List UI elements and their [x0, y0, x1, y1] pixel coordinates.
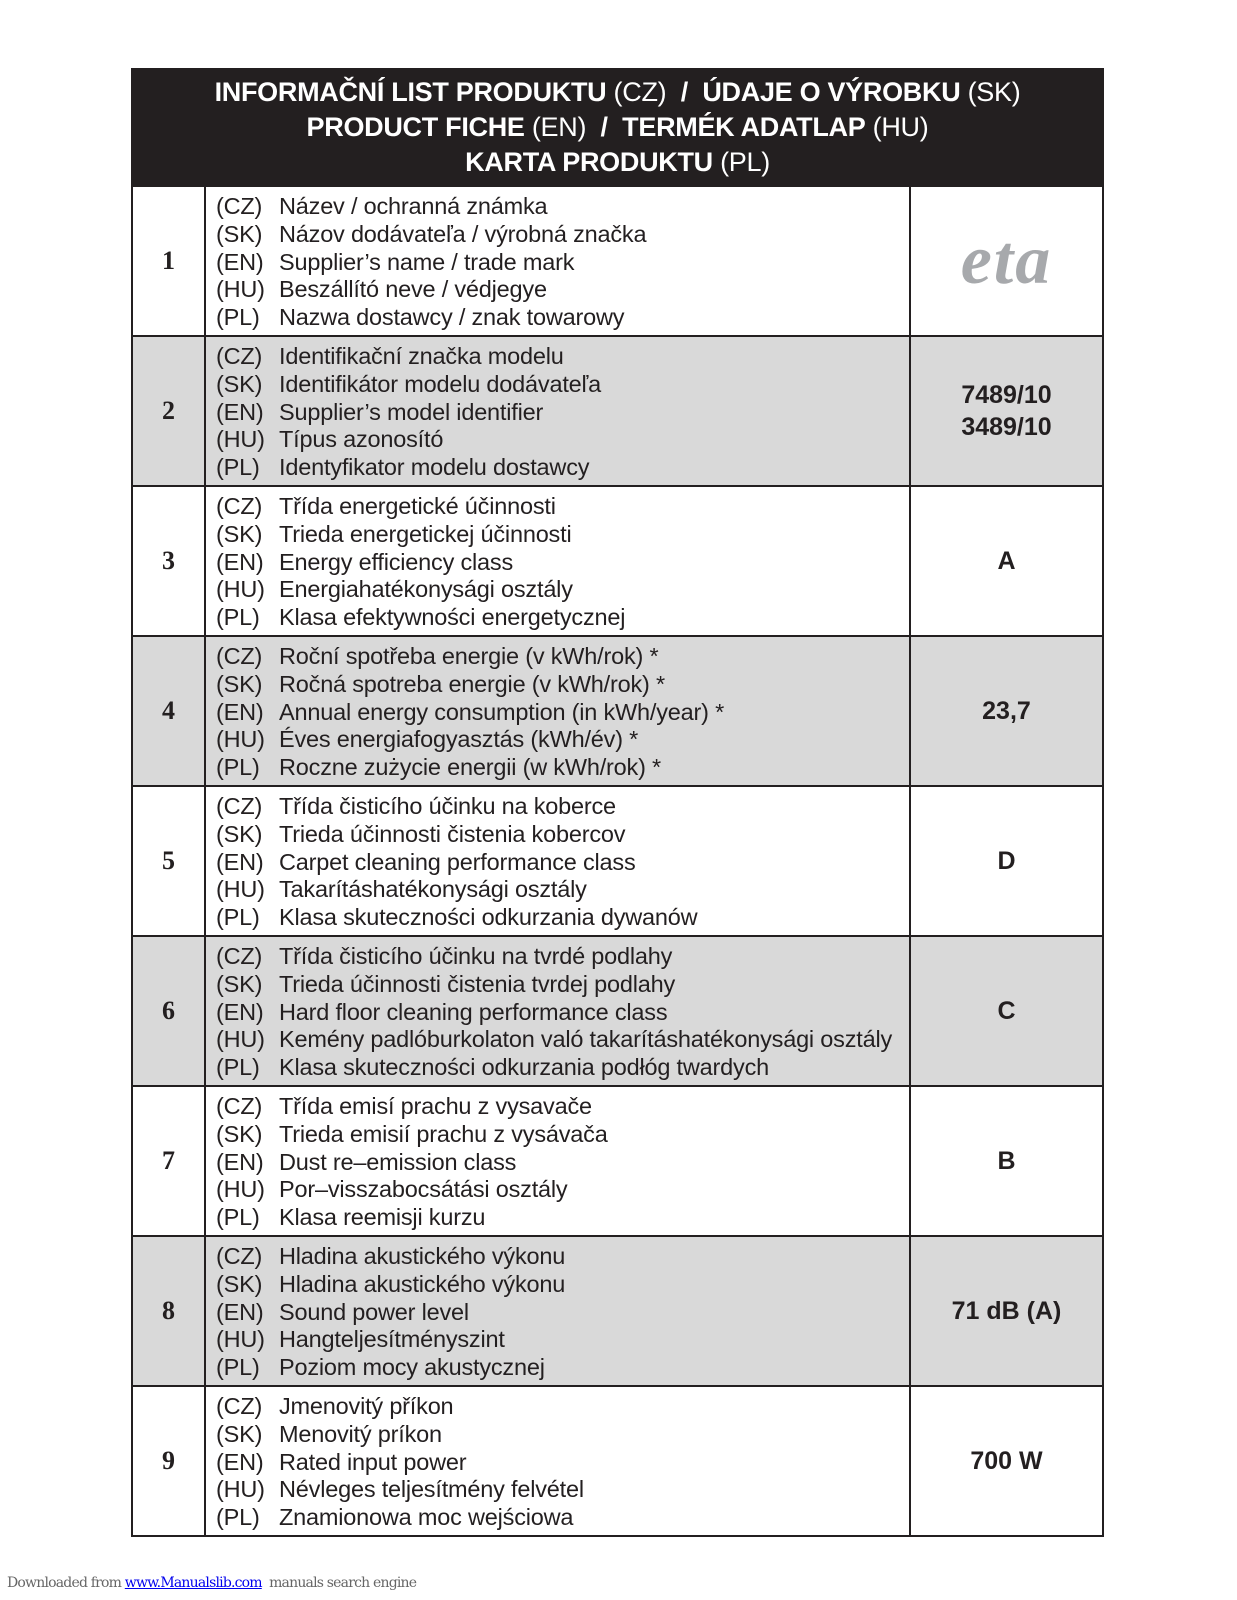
- description-text: Rated input power: [279, 1448, 467, 1475]
- table-row: [133, 935, 1102, 1085]
- description-text: Hard floor cleaning performance class: [279, 998, 668, 1025]
- description-text: Kemény padlóburkolaton való takarításhatékonysági osztály: [279, 1026, 893, 1053]
- description-line: [216, 999, 909, 1027]
- table-row: [133, 485, 1102, 635]
- description-text: Roční spotřeba energie (v kWh/rok) *: [279, 643, 659, 669]
- description-line: [216, 1243, 909, 1271]
- row-description: [206, 487, 911, 635]
- language-code: (SK): [216, 1120, 263, 1147]
- description-line: [216, 426, 909, 454]
- download-footer: [7, 1575, 416, 1591]
- language-code: (SK): [216, 820, 263, 847]
- description-line: [216, 1354, 909, 1382]
- description-line: [216, 1271, 909, 1299]
- description-line: [216, 493, 909, 521]
- description-line: [216, 1421, 909, 1449]
- language-code: (HU): [216, 1476, 265, 1503]
- language-code: (PL): [216, 304, 260, 331]
- description-line: [216, 971, 909, 999]
- description-line: [216, 249, 909, 277]
- row-number: 8: [133, 1237, 206, 1385]
- description-line: [216, 1449, 909, 1477]
- description-text: Ročná spotreba energie (v kWh/rok) *: [279, 670, 665, 697]
- value-text: 700 W: [970, 1447, 1043, 1475]
- row-value: [911, 637, 1102, 785]
- header-line: [215, 75, 1021, 110]
- description-line: [216, 849, 909, 877]
- language-code: (PL): [216, 1354, 260, 1381]
- description-line: [216, 454, 909, 482]
- header-lang-code: (SK): [960, 77, 1021, 107]
- description-line: [216, 193, 909, 221]
- description-line: [216, 726, 909, 754]
- description-text: Třída energetické účinnosti: [279, 493, 556, 519]
- language-code: (EN): [216, 398, 264, 425]
- description-text: Klasa skuteczności odkurzania dywanów: [279, 904, 698, 931]
- description-text: Klasa reemisji kurzu: [279, 1204, 486, 1231]
- language-code: (CZ): [216, 793, 263, 819]
- row-description: [206, 1237, 911, 1385]
- row-number: 3: [133, 487, 206, 635]
- description-text: Roczne zużycie energii (w kWh/rok) *: [279, 754, 661, 781]
- description-line: [216, 821, 909, 849]
- description-text: Típus azonosító: [279, 426, 444, 453]
- row-description: [206, 637, 911, 785]
- value-text: 7489/10: [961, 381, 1052, 409]
- row-number: 1: [133, 187, 206, 335]
- description-line: [216, 276, 909, 304]
- description-text: Hangteljesítményszint: [279, 1326, 505, 1353]
- description-text: Klasa efektywności energetycznej: [279, 604, 626, 631]
- description-line: [216, 1121, 909, 1149]
- description-line: [216, 876, 909, 904]
- language-code: (CZ): [216, 493, 263, 519]
- description-line: [216, 304, 909, 332]
- header-lang-code: (CZ): [606, 77, 667, 107]
- language-code: (CZ): [216, 193, 263, 219]
- description-text: Nazwa dostawcy / znak towarowy: [279, 304, 625, 331]
- row-value: [911, 937, 1102, 1085]
- table-row: [133, 785, 1102, 935]
- header-title: / ÚDAJE O VÝROBKU: [666, 77, 961, 107]
- description-line: [216, 1176, 909, 1204]
- description-line: [216, 604, 909, 632]
- value-text: 23,7: [982, 697, 1031, 725]
- language-code: (SK): [216, 1270, 263, 1297]
- language-code: (HU): [216, 426, 265, 453]
- language-code: (PL): [216, 1204, 260, 1231]
- row-number: 6: [133, 937, 206, 1085]
- description-text: Klasa skuteczności odkurzania podłóg twardych: [279, 1054, 769, 1081]
- description-text: Třída emisí prachu z vysavače: [279, 1093, 592, 1119]
- description-line: [216, 1326, 909, 1354]
- row-description: [206, 1387, 911, 1535]
- description-text: Trieda energetickej účinnosti: [279, 520, 572, 547]
- language-code: (CZ): [216, 1243, 263, 1269]
- row-description: [206, 937, 911, 1085]
- language-code: (SK): [216, 970, 263, 997]
- description-text: Energy efficiency class: [279, 548, 513, 575]
- description-text: Název / ochranná známka: [279, 193, 548, 219]
- footer-suffix: manuals search engine: [261, 1575, 417, 1591]
- value-text: 3489/10: [961, 413, 1052, 441]
- description-line: [216, 904, 909, 932]
- description-text: Annual energy consumption (in kWh/year) *: [279, 698, 725, 725]
- description-text: Supplier’s name / trade mark: [279, 248, 575, 275]
- value-text: B: [997, 1147, 1016, 1175]
- description-line: [216, 371, 909, 399]
- language-code: (HU): [216, 276, 265, 303]
- value-text: C: [997, 997, 1016, 1025]
- description-text: Jmenovitý příkon: [279, 1393, 454, 1419]
- value-text: D: [997, 847, 1016, 875]
- description-line: [216, 221, 909, 249]
- language-code: (EN): [216, 548, 264, 575]
- language-code: (HU): [216, 1176, 265, 1203]
- description-line: [216, 1504, 909, 1532]
- language-code: (EN): [216, 998, 264, 1025]
- language-code: (SK): [216, 370, 263, 397]
- header-title: KARTA PRODUKTU: [465, 147, 713, 177]
- table-row: [133, 635, 1102, 785]
- table-header: [133, 70, 1102, 185]
- language-code: (PL): [216, 754, 260, 781]
- description-line: [216, 1299, 909, 1327]
- row-value: [911, 487, 1102, 635]
- row-value: [911, 1387, 1102, 1535]
- language-code: (EN): [216, 1148, 264, 1175]
- language-code: (HU): [216, 876, 265, 903]
- eta-logo: eta: [960, 222, 1053, 299]
- language-code: (CZ): [216, 1093, 263, 1119]
- row-number: 2: [133, 337, 206, 485]
- language-code: (EN): [216, 1298, 264, 1325]
- manualslib-link[interactable]: www.Manualslib.com: [124, 1575, 262, 1591]
- description-text: Identyfikator modelu dostawcy: [279, 454, 590, 481]
- description-line: [216, 1476, 909, 1504]
- description-text: Hladina akustického výkonu: [279, 1270, 566, 1297]
- row-number: 4: [133, 637, 206, 785]
- description-line: [216, 549, 909, 577]
- description-text: Névleges teljesítmény felvétel: [279, 1476, 584, 1503]
- language-code: (PL): [216, 904, 260, 931]
- language-code: (SK): [216, 520, 263, 547]
- description-text: Menovitý príkon: [279, 1420, 442, 1447]
- description-line: [216, 1204, 909, 1232]
- row-value: [911, 787, 1102, 935]
- language-code: (SK): [216, 220, 263, 247]
- description-line: [216, 1026, 909, 1054]
- header-line: [307, 110, 929, 145]
- header-lang-code: (PL): [712, 147, 770, 177]
- table-row: [133, 185, 1102, 335]
- language-code: (PL): [216, 1504, 260, 1531]
- row-number: 5: [133, 787, 206, 935]
- description-line: [216, 699, 909, 727]
- description-line: [216, 943, 909, 971]
- language-code: (HU): [216, 576, 265, 603]
- language-code: (HU): [216, 1326, 265, 1353]
- row-value: [911, 337, 1102, 485]
- description-line: [216, 643, 909, 671]
- description-text: Trieda účinnosti čistenia kobercov: [279, 820, 626, 847]
- description-line: [216, 521, 909, 549]
- description-line: [216, 1393, 909, 1421]
- language-code: (SK): [216, 670, 263, 697]
- language-code: (CZ): [216, 1393, 263, 1419]
- row-description: [206, 337, 911, 485]
- value-text: A: [997, 547, 1016, 575]
- description-text: Hladina akustického výkonu: [279, 1243, 566, 1269]
- description-text: Dust re–emission class: [279, 1148, 517, 1175]
- description-text: Por–visszabocsátási osztály: [279, 1176, 568, 1203]
- footer-prefix: Downloaded from: [7, 1575, 125, 1591]
- description-line: [216, 671, 909, 699]
- language-code: (PL): [216, 1054, 260, 1081]
- description-line: [216, 343, 909, 371]
- header-lang-code: (HU): [865, 112, 929, 142]
- value-text: 71 dB (A): [951, 1297, 1062, 1325]
- language-code: (EN): [216, 698, 264, 725]
- header-lang-code: (EN): [524, 112, 587, 142]
- description-text: Třída čisticího účinku na tvrdé podlahy: [279, 943, 673, 969]
- header-title: INFORMAČNÍ LIST PRODUKTU: [214, 77, 607, 107]
- language-code: (HU): [216, 726, 265, 753]
- description-text: Identifikátor modelu dodávateľa: [279, 370, 602, 397]
- row-number: 9: [133, 1387, 206, 1535]
- row-description: [206, 187, 911, 335]
- table-row: [133, 1385, 1102, 1535]
- header-title: PRODUCT FICHE: [306, 112, 525, 142]
- language-code: (PL): [216, 604, 260, 631]
- description-text: Znamionowa moc wejściowa: [279, 1504, 574, 1531]
- description-line: [216, 576, 909, 604]
- description-text: Názov dodávateľa / výrobná značka: [279, 220, 647, 247]
- language-code: (HU): [216, 1026, 265, 1053]
- language-code: (EN): [216, 1448, 264, 1475]
- table-row: [133, 1085, 1102, 1235]
- product-fiche-table: [131, 68, 1104, 1537]
- description-text: Éves energiafogyasztás (kWh/év) *: [279, 726, 639, 753]
- row-description: [206, 1087, 911, 1235]
- table-row: [133, 1235, 1102, 1385]
- description-text: Trieda emisií prachu z vysávača: [279, 1120, 608, 1147]
- row-value: [911, 1087, 1102, 1235]
- description-line: [216, 399, 909, 427]
- row-number: 7: [133, 1087, 206, 1235]
- description-text: Energiahatékonysági osztály: [279, 576, 573, 603]
- header-title: / TERMÉK ADATLAP: [586, 112, 866, 142]
- description-text: Poziom mocy akustycznej: [279, 1354, 545, 1381]
- description-line: [216, 1149, 909, 1177]
- language-code: (PL): [216, 454, 260, 481]
- language-code: (CZ): [216, 943, 263, 969]
- description-text: Beszállító neve / védjegye: [279, 276, 547, 303]
- description-text: Takarításhatékonysági osztály: [279, 876, 587, 903]
- table-row: [133, 335, 1102, 485]
- description-line: [216, 793, 909, 821]
- description-text: Identifikační značka modelu: [279, 343, 564, 369]
- description-line: [216, 1093, 909, 1121]
- description-text: Supplier’s model identifier: [279, 398, 544, 425]
- language-code: (CZ): [216, 343, 263, 369]
- description-text: Carpet cleaning performance class: [279, 848, 636, 875]
- description-line: [216, 1054, 909, 1082]
- description-text: Trieda účinnosti čistenia tvrdej podlahy: [279, 970, 676, 997]
- description-text: Sound power level: [279, 1298, 469, 1325]
- row-value: [911, 1237, 1102, 1385]
- row-value: [911, 187, 1102, 335]
- description-text: Třída čisticího účinku na koberce: [279, 793, 616, 819]
- header-line: [465, 145, 770, 180]
- language-code: (EN): [216, 248, 264, 275]
- row-description: [206, 787, 911, 935]
- language-code: (EN): [216, 848, 264, 875]
- description-line: [216, 754, 909, 782]
- language-code: (CZ): [216, 643, 263, 669]
- language-code: (SK): [216, 1420, 263, 1447]
